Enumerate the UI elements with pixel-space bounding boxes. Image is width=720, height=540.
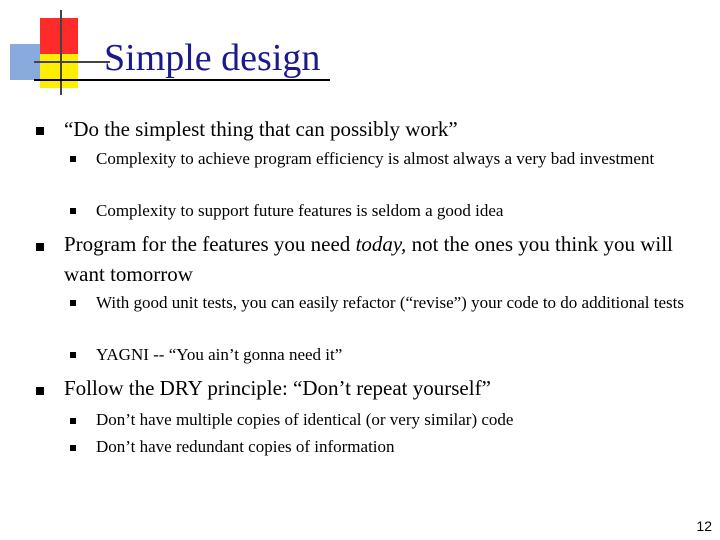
bullet-2-text-before: Program for the features you need <box>64 232 356 256</box>
bullet-1-sub-2: Complexity to support future features is seldom a good idea <box>96 201 504 220</box>
sub-bullet-marker <box>70 208 76 214</box>
bullet-marker <box>36 243 44 251</box>
bullet-marker <box>36 387 44 395</box>
bullet-1-sub-1: Complexity to achieve program efficiency is almost always a very bad investment <box>96 149 655 168</box>
bullet-2-text <box>64 229 684 289</box>
bullet-2-sub-1: With good unit tests, you can easily refactor (“revise”) your code to do additional tests <box>96 293 685 312</box>
page-number: 12 <box>696 518 712 534</box>
bullet-3-sub-1: Don’t have multiple copies of identical (or very similar) code <box>96 410 514 429</box>
slide-title: Simple design <box>104 37 321 79</box>
bullet-marker <box>36 127 44 135</box>
bullet-1-text: “Do the simplest thing that can possibly work” <box>64 117 458 141</box>
sub-bullet-marker <box>70 418 76 424</box>
sub-bullet-marker <box>70 300 76 306</box>
sub-bullet-marker <box>70 352 76 358</box>
bullet-3-sub-2: Don’t have redundant copies of information <box>96 437 395 456</box>
bullet-2-text-emphasis: today, <box>355 232 407 256</box>
bullet-3-text: Follow the DRY principle: “Don’t repeat yourself” <box>64 376 491 400</box>
sub-bullet-marker <box>70 445 76 451</box>
title-underline <box>34 79 330 81</box>
bullet-2-sub-2: YAGNI -- “You ain’t gonna need it” <box>96 345 343 364</box>
sub-bullet-marker <box>70 156 76 162</box>
bullet-2-text-after: not the ones you think you will want tomorrow <box>64 232 673 286</box>
